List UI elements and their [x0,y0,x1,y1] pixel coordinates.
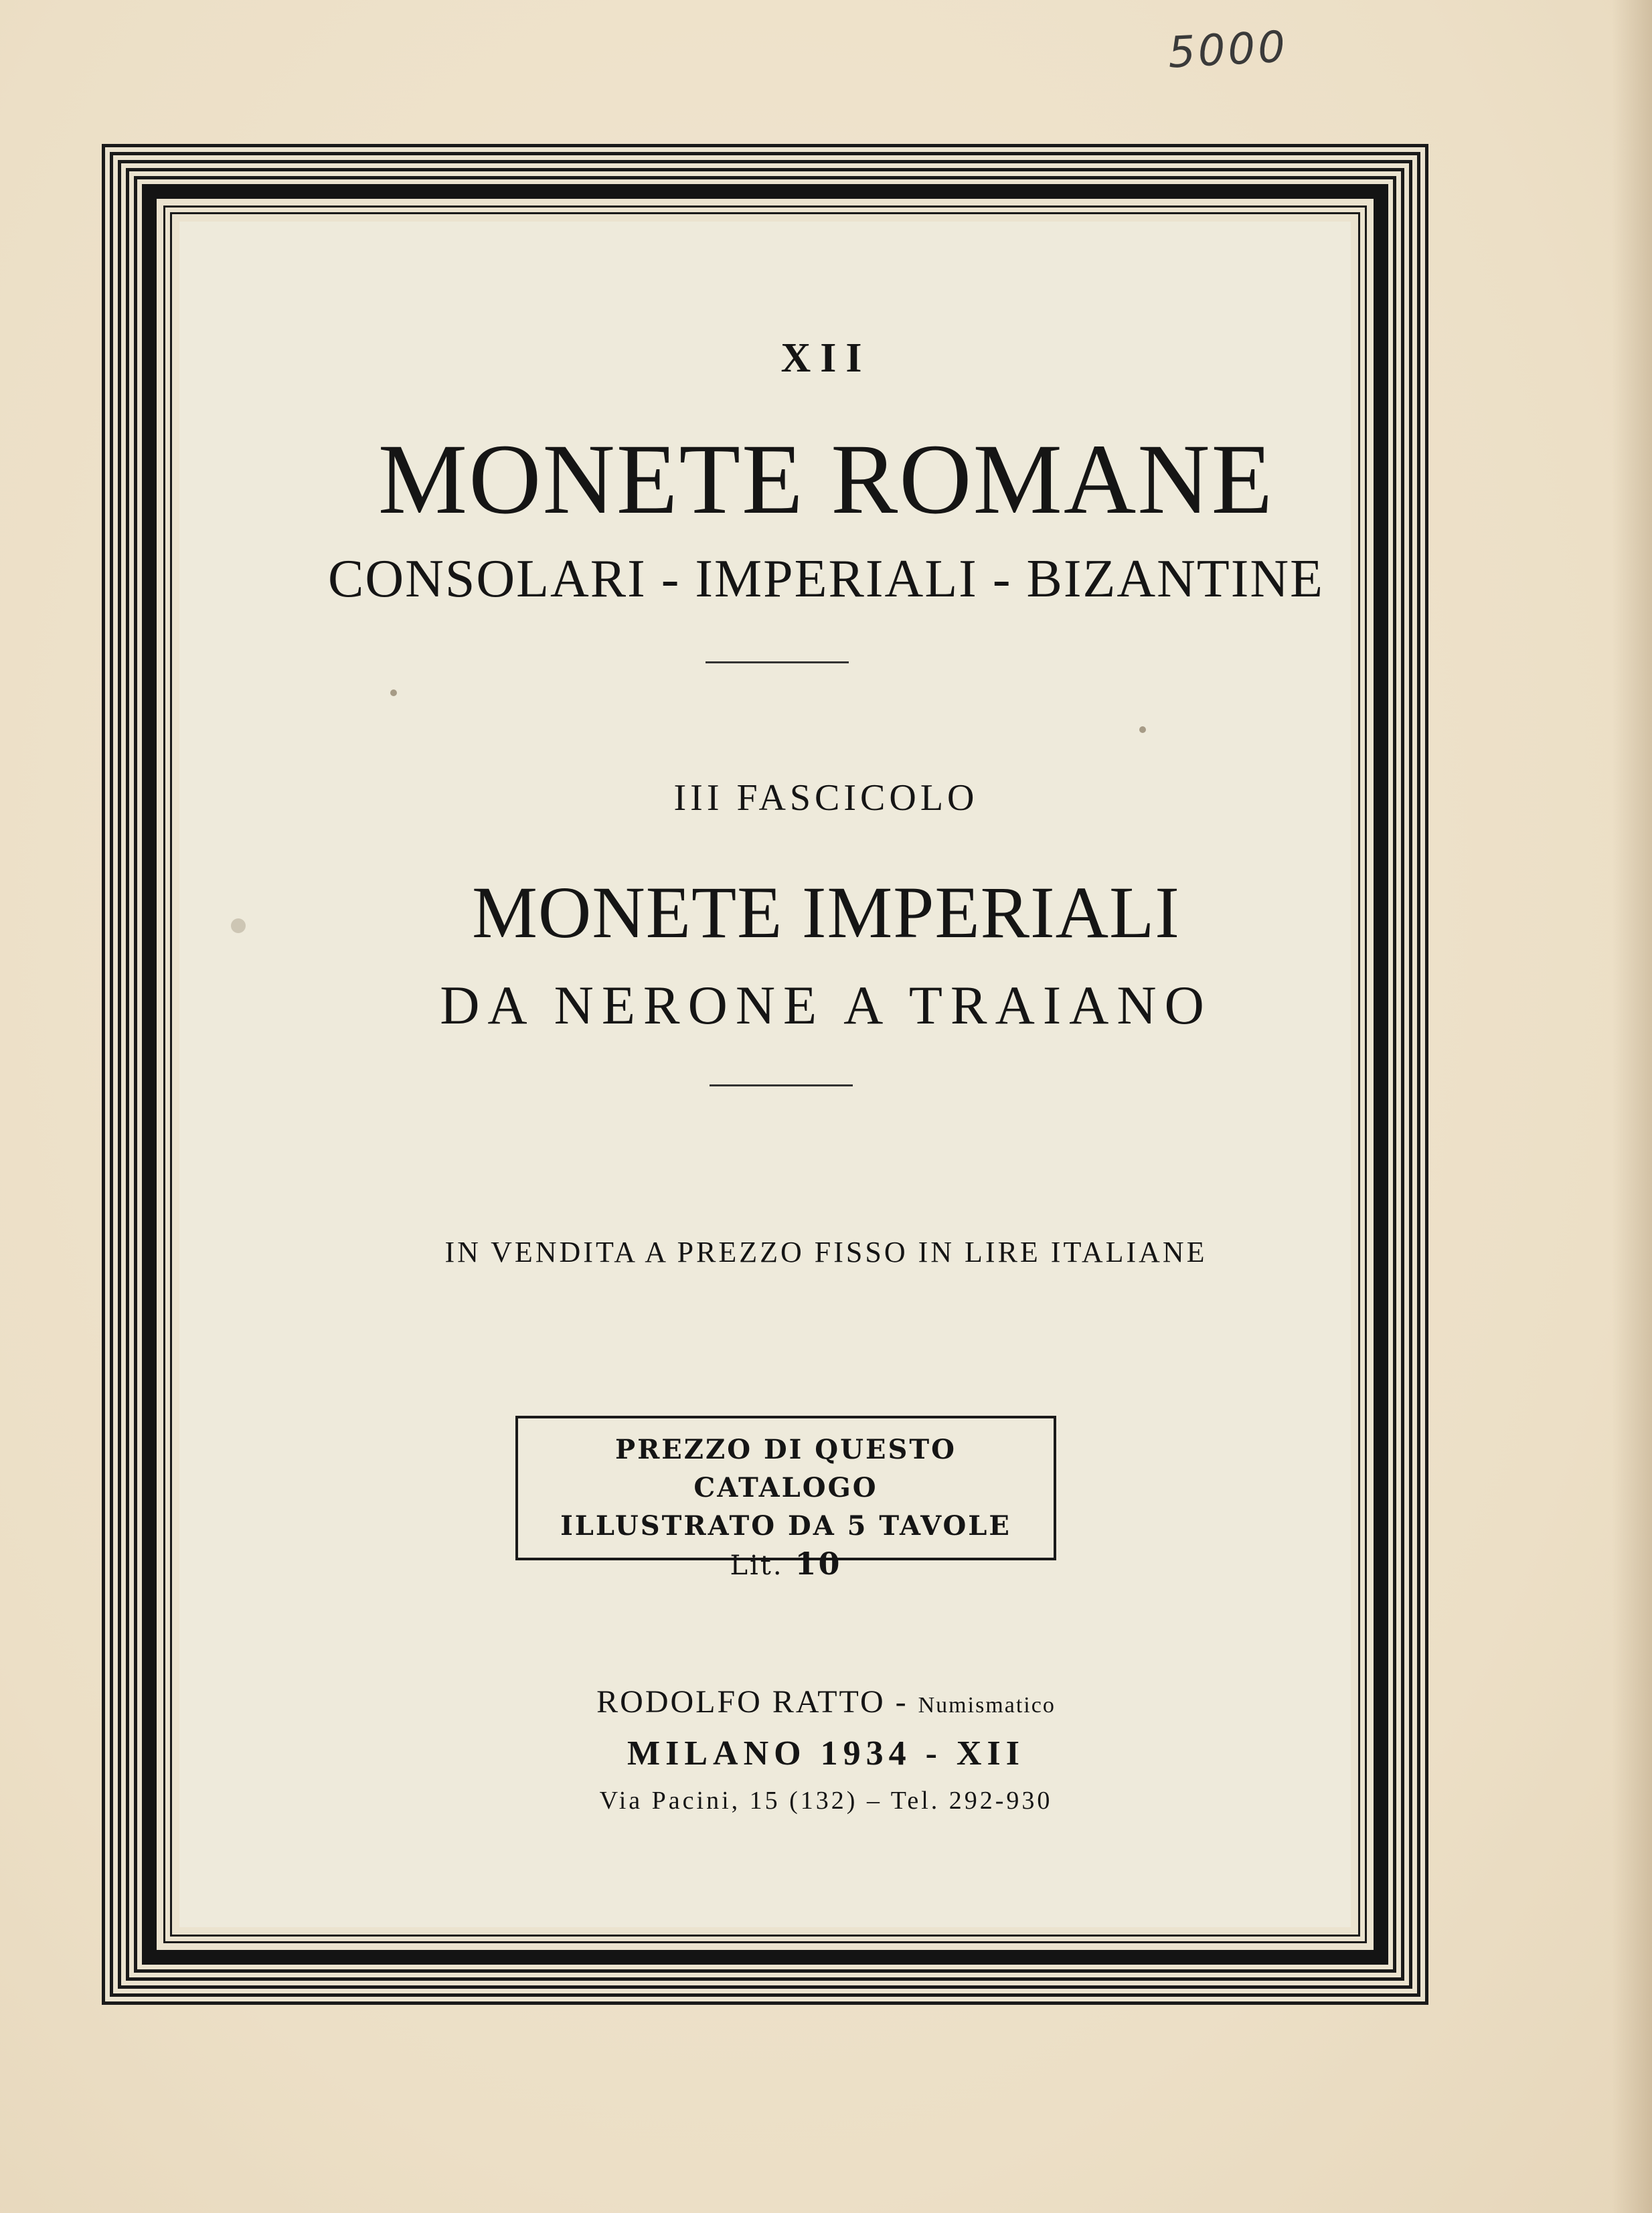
publisher-trade: Numismatico [918,1693,1056,1718]
handwritten-price-note: 5000 [1167,22,1289,78]
catalogue-subtitle: CONSOLARI - IMPERIALI - BIZANTINE [327,550,1325,608]
series-number: XII [780,335,872,381]
catalogue-title: MONETE ROMANE [378,424,1274,535]
divider-rule-bottom [710,1084,853,1086]
price-line-1: PREZZO DI QUESTO CATALOGO [614,1434,957,1503]
publisher-line [0,1684,1652,1720]
price-line-2: ILLUSTRATO DA 5 TAVOLE [560,1510,1011,1542]
sale-note: IN VENDITA A PREZZO FISSO IN LIRE ITALIANE [444,1236,1208,1268]
price-amount: 10 [795,1546,842,1582]
paper-speck [231,918,246,933]
publisher-name: RODOLFO RATTO [596,1684,886,1720]
spine-shadow [1612,0,1652,2213]
divider-rule-top [706,661,849,663]
price-line-3 [518,1545,1054,1585]
fascicolo-label: III FASCICOLO [673,777,979,819]
price-currency: Lit. [730,1550,784,1581]
publisher-separator: - [885,1684,918,1720]
volume-title: MONETE IMPERIALI [472,872,1180,953]
publisher-city-year: MILANO 1934 - XII [627,1734,1025,1773]
paper-speck [390,689,397,696]
price-box [515,1416,1056,1582]
publisher-address: Via Pacini, 15 (132) – Tel. 292-930 [599,1787,1053,1815]
volume-subtitle: DA NERONE A TRAIANO [440,975,1212,1036]
paper-speck [1139,726,1146,733]
